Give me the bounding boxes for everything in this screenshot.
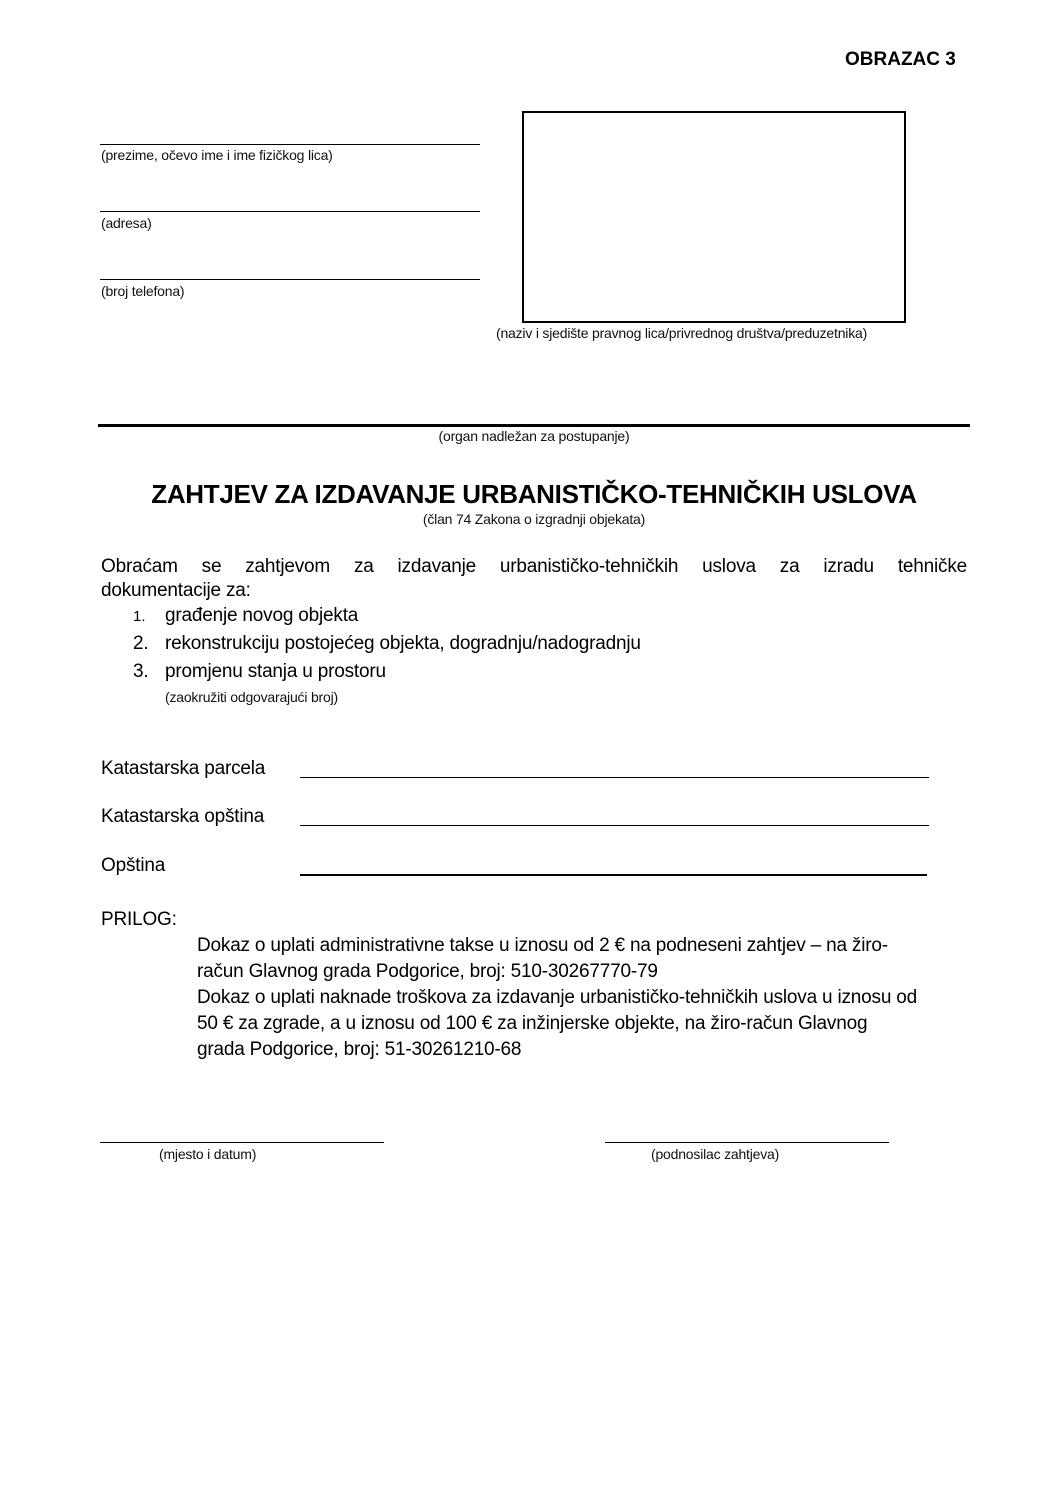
attachment-line-5: grada Podgorice, broj: 51-30261210-68 — [197, 1039, 522, 1060]
municipality-input-line[interactable] — [300, 874, 927, 876]
subtitle: (član 74 Zakona o izgradnji objekata) — [422, 511, 646, 527]
intro-line-2: dokumentacije za: — [101, 580, 251, 601]
authority-caption: (organ nadležan za postupanje) — [438, 428, 630, 444]
option-2[interactable] — [133, 633, 641, 655]
name-caption: (prezime, očevo ime i ime fizičkog lica) — [101, 147, 333, 163]
cadastral-municipality-input-line[interactable] — [300, 825, 929, 826]
parcel-input-line[interactable] — [300, 777, 929, 778]
option-number: 3. — [133, 661, 149, 682]
option-label: građenje novog objekta — [165, 605, 359, 626]
option-number: 2. — [133, 633, 149, 654]
legal-entity-box[interactable] — [522, 111, 906, 323]
attachment-line-2: račun Glavnog grada Podgorice, broj: 510-30267770-79 — [197, 961, 658, 982]
name-line[interactable] — [100, 144, 480, 145]
phone-line[interactable] — [100, 279, 480, 280]
place-date-line[interactable] — [100, 1142, 384, 1143]
attachments-heading: PRILOG: — [101, 909, 177, 930]
address-caption: (adresa) — [101, 215, 152, 231]
attachment-line-4: 50 € za zgrade, a u iznosu od 100 € za inžinjerske objekte, na žiro-račun Glavnog — [197, 1013, 868, 1034]
authority-line[interactable] — [98, 424, 970, 427]
field-label-municipality: Opština — [101, 855, 166, 876]
attachment-line-3: Dokaz o uplati naknade troškova za izdavanje urbanističko-tehničkih uslova u iznosu od — [197, 987, 918, 1008]
options-note: (zaokružiti odgovarajući broj) — [165, 689, 338, 705]
option-label: promjenu stanja u prostoru — [165, 661, 386, 682]
attachment-line-1: Dokaz o uplati administrativne takse u iznosu od 2 € na podneseni zahtjev – na žiro- — [197, 935, 888, 956]
address-line[interactable] — [100, 211, 480, 212]
phone-caption: (broj telefona) — [101, 283, 185, 299]
option-label: rekonstrukciju postojećeg objekta, dogradnju/nadogradnju — [165, 633, 641, 654]
option-1[interactable] — [133, 605, 358, 627]
legal-entity-caption: (naziv i sjedište pravnog lica/privrednog društva/preduzetnika) — [496, 325, 868, 341]
place-date-caption: (mjesto i datum) — [159, 1146, 257, 1162]
option-3[interactable] — [133, 661, 386, 683]
applicant-signature-line[interactable] — [605, 1142, 889, 1143]
form-code: OBRAZAC 3 — [845, 49, 956, 70]
option-number: 1. — [133, 608, 146, 625]
page-title: ZAHTJEV ZA IZDAVANJE URBANISTIČKO-TEHNIČKIH USLOVA — [151, 479, 917, 509]
intro-line-1: Obraćam se zahtjevom za izdavanje urbanističko-tehničkih uslova za izradu tehničke — [101, 556, 967, 577]
field-label-parcel: Katastarska parcela — [101, 758, 266, 779]
field-label-cadastral-municipality: Katastarska opština — [101, 806, 265, 827]
applicant-signature-caption: (podnosilac zahtjeva) — [651, 1146, 780, 1162]
